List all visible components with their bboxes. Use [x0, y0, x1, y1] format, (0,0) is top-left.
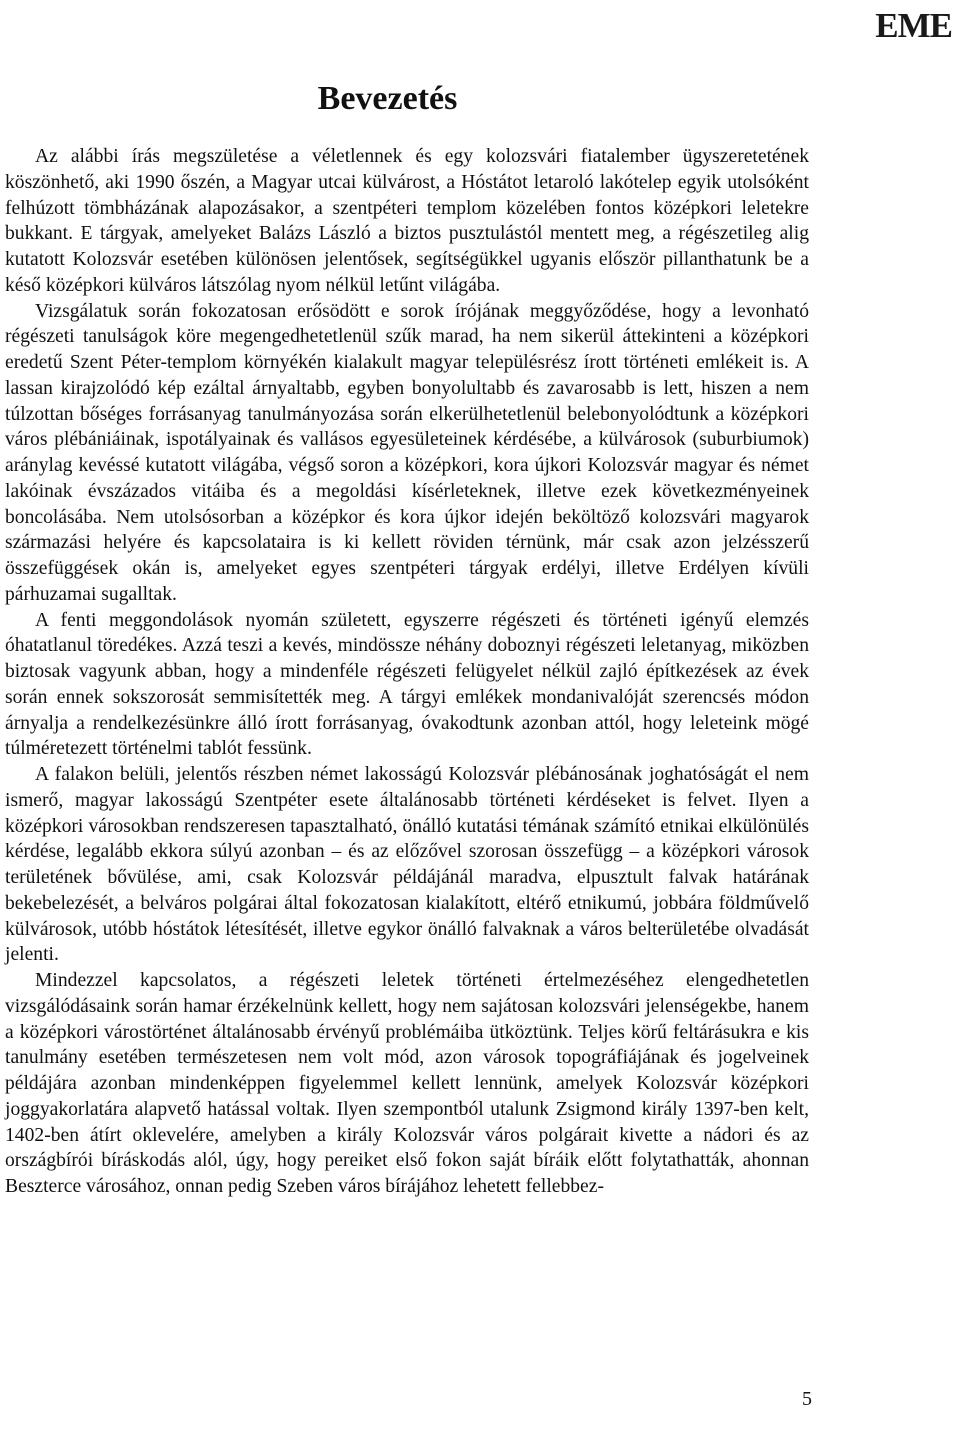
paragraph: A falakon belüli, jelentős részben német lakosságú Kolozsvár plébánosának joghatóságát el nem ismerő, magyar lakosságú Szentpéter esete általánosabb történeti kérdéseket is felvet. Ilyen a középkori városokban rendszeresen tapasztalható, önálló kutatási témának számító etnikai elkülönülés kérdése, legalább ekkora súlyú azonban – és az előzővel szorosan összefügg – a középkori városok területének bővülése, ami, csak Kolozsvár példájánál maradva, elpusztult falvak határának bekebelezését, a belváros polgárai által fokozatosan kialakított, eltérő etnikumú, jobbára földművelő külvárosok, utóbb hóstátok létesítését, illetve egykor önálló falvaknak a város belterületébe olvadását jelenti. — [5, 764, 809, 966]
page-number: 5 — [802, 1388, 812, 1410]
body-text — [5, 144, 809, 1200]
paragraph: A fenti meggondolások nyomán született, egyszerre régészeti és történeti igényű elemzés óhatatlanul töredékes. Azzá teszi a kevés, mindössze néhány doboznyi régészeti leletanyag, miközben biztosak vagyunk abban, hogy a mindenféle régészeti felügyelet nélkül zajló építkezések az évek során ennek sokszorosát semmisítették meg. A tárgyi emlékek mondanivalóját szerencsés módon árnyalja a rendelkezésünkre álló írott forrásanyag, óvakodtunk azonban attól, hogy leleteink mögé túlméretezett történelmi tablót fessünk. — [5, 609, 809, 760]
publisher-logo: EME — [875, 6, 952, 45]
paragraph: Vizsgálatuk során fokozatosan erősödött e sorok írójának meggyőződése, hogy a levonható régészeti tanulságok köre megengedhetetlenül szűk marad, ha nem sikerül áttekinteni a középkori eredetű Szent Péter-templom környékén kialakult magyar településrész írott történeti emlékeit is. A lassan kirajzolódó kép ezáltal árnyaltabb, egyben bonyolultabb és zavarosabb is lett, hiszen a nem túlzottan bőséges forrásanyag tanulmányozása során elkerülhetetlenül belebonyolódtunk a középkori város plébániáinak, ispotályainak és vallásos egyesületeinek kérdésébe, a külvárosok (suburbiumok) aránylag kevéssé kutatott világába, végső soron a középkori, kora újkori Kolozsvár magyar és német lakóinak évszázados vitáiba és a megoldási kísérleteknek, illetve ezek következményeinek boncolásába. Nem utolsósorban a középkor és kora újkor idején beköltöző kolozsvári magyarok származási helyére és kapcsolataira is ki kellett röviden térnünk, már csak azon jelzésszerű összefüggések okán is, amelyeket egyes szentpéteri tárgyak erdélyi, illetve Erdélyen kívüli párhuzamai sugalltak. — [5, 300, 809, 605]
paragraph: Mindezzel kapcsolatos, a régészeti leletek történeti értelmezéséhez elengedhetetlen vizsgálódásaink során hamar érzékelnünk kellett, hogy nem sajátosan kolozsvári jelenségekbe, hanem a középkori várostörténet általánosabb érvényű problémáiba ütköztünk. Teljes körű feltárásukra e kis tanulmány esetében természetesen nem volt mód, azon városok topográfiájának és jogelveinek példájára azonban mindenképpen figyelemmel kellett lennünk, amelyek Kolozsvár középkori joggyakorlatára alapvető hatással voltak. Ilyen szempontból utalunk Zsigmond király 1397-ben kelt, 1402-ben átírt oklevelére, amelyben a király Kolozsvár város polgárait kivette a nádori és az országbírói bíráskodás alól, úgy, hogy pereiket első fokon saját bíráik előtt folytathatták, ahonnan Beszterce városához, onnan pedig Szeben város bírájához lehetett fellebbez- — [5, 970, 809, 1197]
paragraph: Az alábbi írás megszületése a véletlennek és egy kolozsvári fiatalember ügyszeretetének köszönhető, aki 1990 őszén, a Magyar utcai külvárost, a Hóstátot letaroló lakótelep egyik utolsóként felhúzott tömbházának alapozásakor, a szentpéteri templom közelében fontos középkori leletekre bukkant. E tárgyak, amelyeket Balázs László a biztos pusztulástól mentett meg, a régészetileg alig kutatott Kolozsvár esetében különösen jelentősek, segítségükkel ugyanis először pillanthatunk be a késő középkori külváros látszólag nyom nélkül letűnt világába. — [5, 146, 809, 296]
page-title: Bevezetés — [317, 80, 458, 117]
